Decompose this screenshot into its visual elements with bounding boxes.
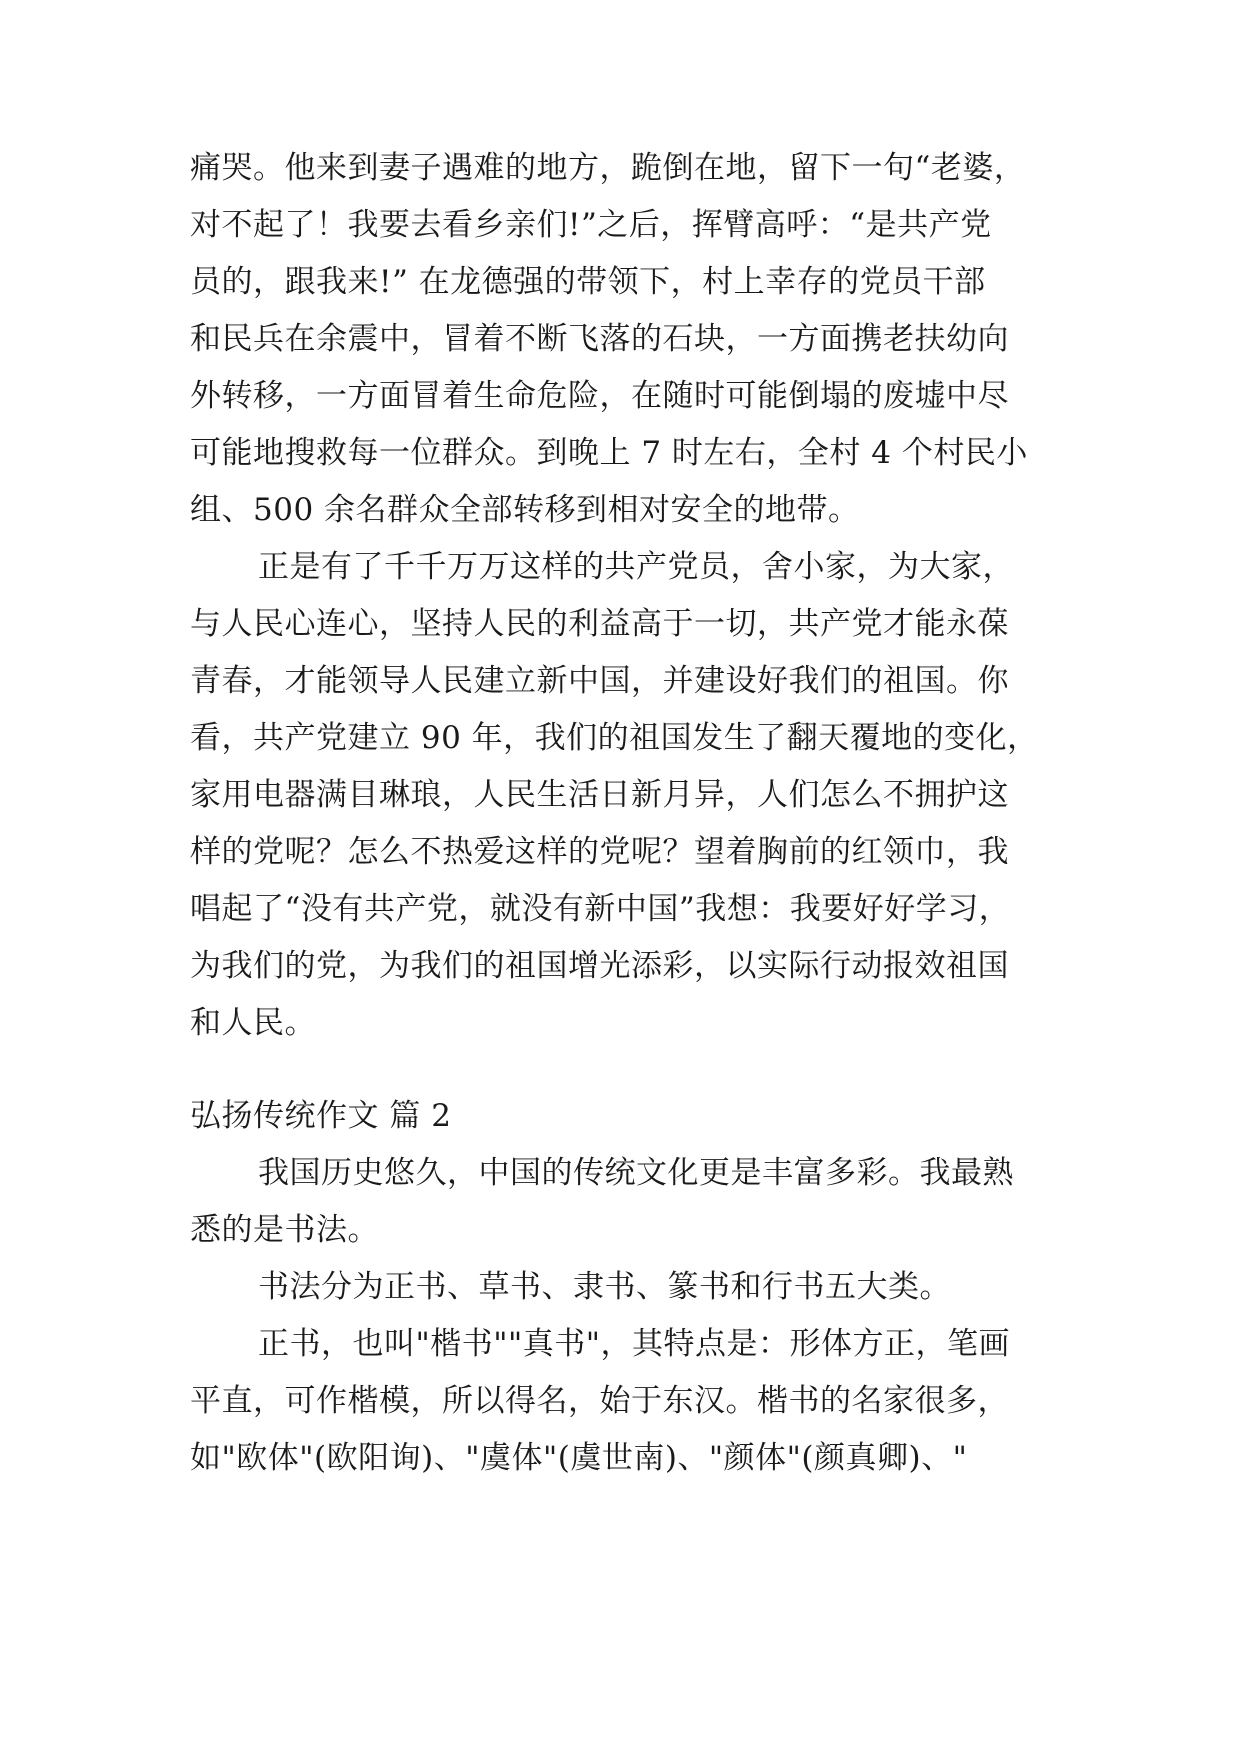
paragraph-line: 平直，可作楷模，所以得名，始于东汉。楷书的名家很多， [190,1383,1009,1419]
paragraph-line: 看，共产党建立 90 年，我们的祖国发生了翻天覆地的变化， [190,720,1039,756]
paragraph-line: 对不起了！我要去看乡亲们!”之后，挥臂高呼：“是共产党 [190,207,992,243]
paragraph-line: 正书，也叫"楷书""真书"，其特点是：形体方正，笔画 [258,1326,1011,1362]
paragraph-line: 和民兵在余震中，冒着不断飞落的石块，一方面携老扶幼向 [190,321,1009,357]
paragraph-line: 可能地搜救每一位群众。到晚上 7 时左右，全村 4 个村民小 [190,435,1028,471]
paragraph-line: 如"欧体"(欧阳询)、"虞体"(虞世南)、"颜体"(颜真卿)、" [190,1440,968,1476]
paragraph-line: 青春，才能领导人民建立新中国，并建设好我们的祖国。你 [190,663,1009,699]
paragraph-line: 痛哭。他来到妻子遇难的地方，跪倒在地，留下一句“老婆， [190,150,1026,186]
section-heading: 弘扬传统作文 篇 2 [190,1098,452,1134]
paragraph-line: 样的党呢？怎么不热爱这样的党呢？望着胸前的红领巾，我 [190,834,1009,870]
paragraph-line: 外转移，一方面冒着生命危险，在随时可能倒塌的废墟中尽 [190,378,1009,414]
paragraph-line: 和人民。 [190,1005,316,1041]
paragraph-line: 组、500 余名群众全部转移到相对安全的地带。 [190,492,860,528]
paragraph-line: 唱起了“没有共产党，就没有新中国”我想：我要好好学习， [190,891,1011,927]
paragraph-line: 为我们的党，为我们的祖国增光添彩，以实际行动报效祖国 [190,948,1009,984]
paragraph-line: 书法分为正书、草书、隶书、篆书和行书五大类。 [258,1269,951,1305]
paragraph-line: 员的，跟我来!” 在龙德强的带领下，村上幸存的党员干部 [190,264,986,300]
paragraph-line: 与人民心连心，坚持人民的利益高于一切，共产党才能永葆 [190,606,1009,642]
paragraph-line: 悉的是书法。 [190,1212,379,1248]
paragraph-line: 我国历史悠久，中国的传统文化更是丰富多彩。我最熟 [258,1155,1014,1191]
paragraph-line: 正是有了千千万万这样的共产党员，舍小家，为大家， [258,549,1014,585]
paragraph-line: 家用电器满目琳琅，人民生活日新月异，人们怎么不拥护这 [190,777,1009,813]
